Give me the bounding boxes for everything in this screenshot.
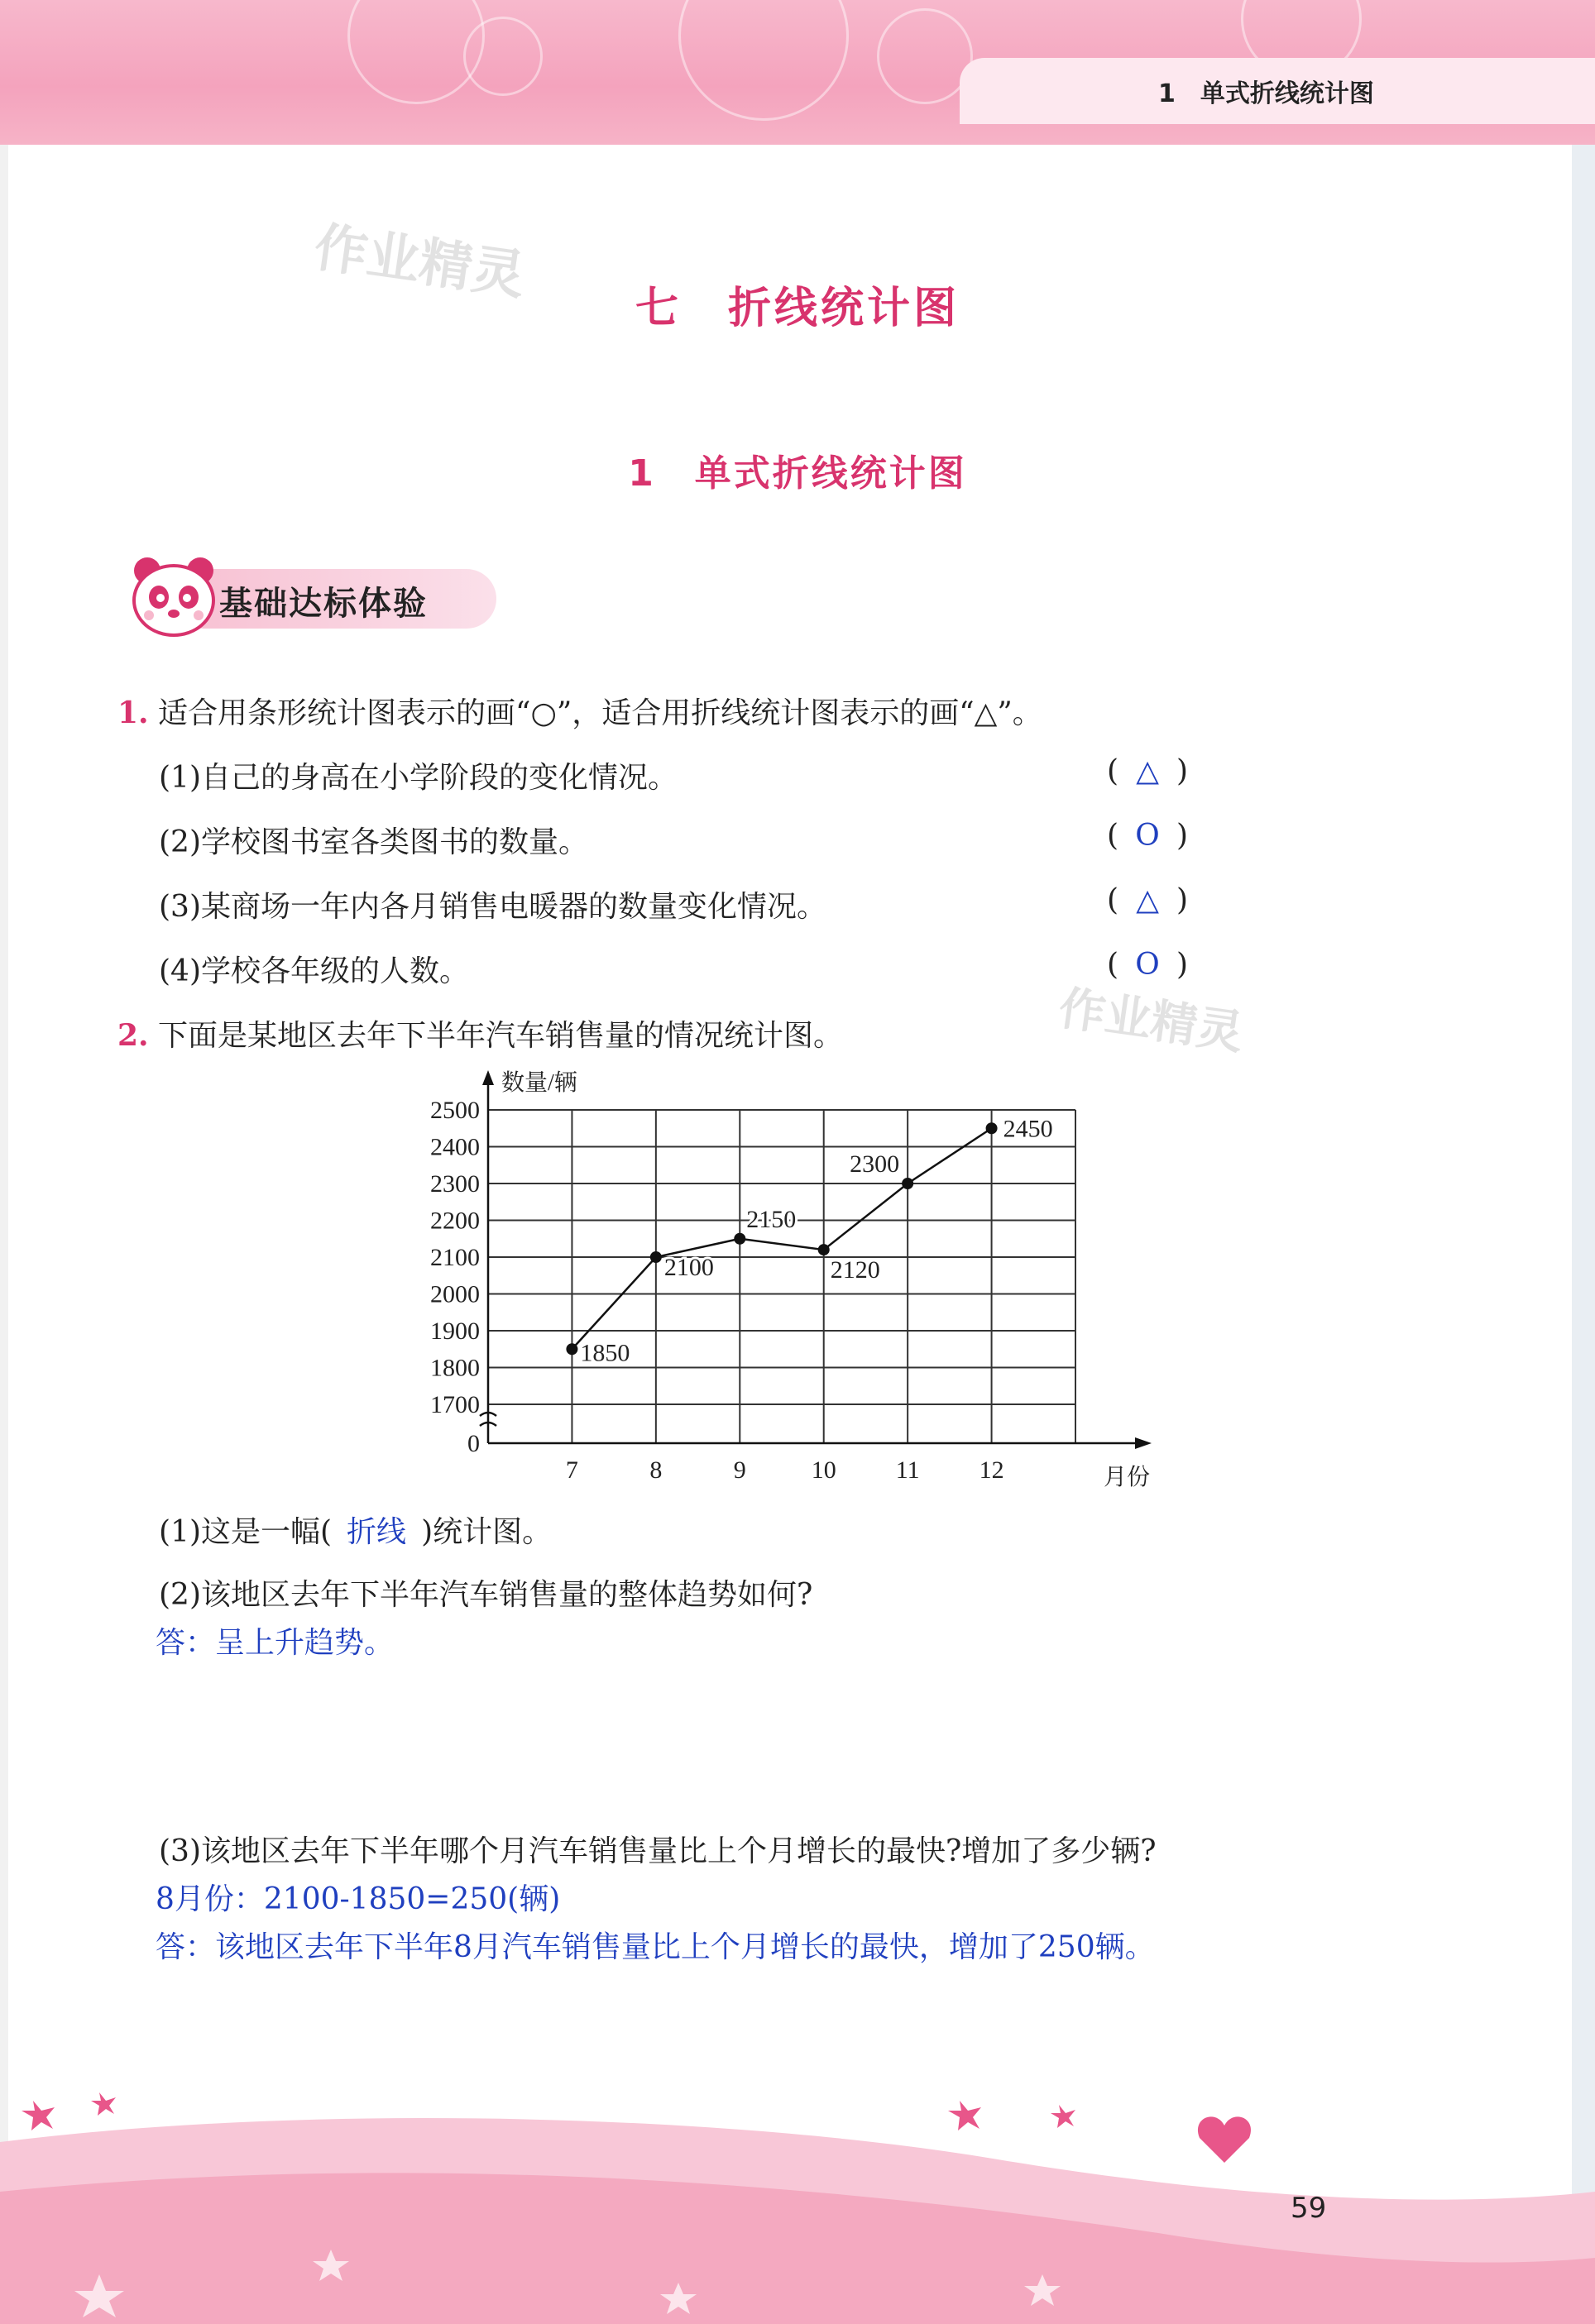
x-axis-label: 月份 [1104,1465,1151,1490]
chart-y-ticks [430,1097,480,1457]
paren-close: ) [1176,819,1189,853]
x-tick-label: 7 [565,1456,578,1484]
watermark: 作业精灵 [1055,981,1247,1061]
y-axis-arrow [482,1070,494,1085]
q2-sub1-suffix: )统计图。 [421,1515,553,1549]
data-point [566,1343,577,1355]
q1-item-1: (1)自己的身高在小学阶段的变化情况。 [159,761,678,795]
chart-grid [488,1110,1075,1443]
watermark: 作业精灵 [310,217,529,308]
q1-answer-1 [1107,754,1188,788]
x-axis-arrow [1135,1437,1152,1449]
q2-sub3-question: (3)该地区去年下半年哪个月汽车销售量比上个月增长的最快?增加了多少辆? [159,1834,1157,1868]
data-label: 2450 [1003,1115,1053,1143]
header-section-label: 1 单式折线统计图 [1158,79,1374,108]
y-tick-label: 1900 [430,1317,480,1345]
y-tick-label: 2100 [430,1244,480,1271]
data-point [818,1244,830,1255]
page-left-edge [0,0,8,2324]
answer-mark: △ [1136,883,1159,917]
q2-sub2-question: (2)该地区去年下半年汽车销售量的整体趋势如何? [159,1578,813,1612]
q2-number: 2. [117,1018,149,1053]
chart-point-labels [580,1115,1052,1366]
section-badge [124,552,496,643]
y-tick-label: 2300 [430,1170,480,1198]
q1-answer-4 [1107,948,1188,982]
y-tick-label: 2000 [430,1280,480,1308]
page-right-edge [1572,0,1595,2324]
x-tick-label: 12 [979,1456,1004,1484]
q2-sub3-calc: 8月份：2100-1850=250(辆) [156,1882,561,1916]
chart-points [566,1122,997,1355]
q1-answer-2 [1107,819,1188,853]
x-tick-label: 8 [649,1456,663,1484]
footer-decoration [0,2068,1595,2324]
paren-open: ( [1107,819,1119,853]
y-tick-label: 1800 [430,1354,480,1382]
y-tick-label: 0 [467,1430,480,1457]
paren-close: ) [1176,883,1189,917]
line-chart [397,1067,1191,1497]
data-label: 2300 [850,1150,900,1178]
data-label: 2100 [663,1254,714,1281]
q1-answer-3 [1107,883,1188,917]
chapter-title: 七 折线统计图 [635,284,960,333]
answer-mark: O [1135,948,1160,982]
y-tick-label: 2200 [430,1207,480,1235]
data-label: 1850 [580,1339,630,1367]
q1-item-3: (3)某商场一年内各月销售电暖器的数量变化情况。 [159,890,826,924]
q2-sub2-answer: 答：呈上升趋势。 [156,1626,395,1660]
q1-stem-line [117,690,1042,732]
x-tick-label: 9 [733,1456,746,1484]
panda-icon [124,552,223,643]
data-label: 2120 [830,1256,880,1284]
data-point [734,1233,745,1245]
answer-mark: O [1135,819,1160,853]
q2-sub1-prefix: (1)这是一幅( [159,1515,333,1549]
data-point [986,1122,998,1134]
y-tick-label: 2400 [430,1133,480,1161]
page-number: 59 [1291,2192,1327,2225]
paren-open: ( [1107,754,1119,788]
q2-sub3-answer: 答：该地区去年下半年8月汽车销售量比上个月增长的最快，增加了250辆。 [156,1930,1155,1964]
paren-close: ) [1176,754,1189,788]
data-point [902,1178,913,1189]
answer-mark: △ [1136,754,1159,788]
series-line [572,1128,991,1349]
q1-number: 1. [117,696,149,730]
data-point [650,1251,662,1263]
paren-open: ( [1107,948,1119,982]
paren-close: ) [1176,948,1189,982]
paren-open: ( [1107,883,1119,917]
x-tick-label: 11 [895,1456,920,1484]
q2-sub1-answer: 折线 [347,1515,407,1549]
badge-label: 基础达标体验 [219,585,428,623]
q1-item-2: (2)学校图书室各类图书的数量。 [159,825,588,859]
q1-stem: 适合用条形统计图表示的画“○”，适合用折线统计图表示的画“△”。 [158,696,1042,730]
x-tick-label: 10 [811,1456,836,1484]
data-label: 2150 [746,1205,797,1233]
y-tick-label: 1700 [430,1391,480,1418]
section-title: 1 单式折线统计图 [628,452,967,495]
q2-sub1 [159,1509,552,1551]
q2-stem-line [117,1012,843,1054]
q1-item-4: (4)学校各年级的人数。 [159,954,469,988]
q2-stem: 下面是某地区去年下半年汽车销售量的情况统计图。 [158,1019,844,1053]
y-axis-label: 数量/辆 [501,1070,577,1096]
chart-x-ticks [566,1456,1004,1484]
y-tick-label: 2500 [430,1097,480,1124]
